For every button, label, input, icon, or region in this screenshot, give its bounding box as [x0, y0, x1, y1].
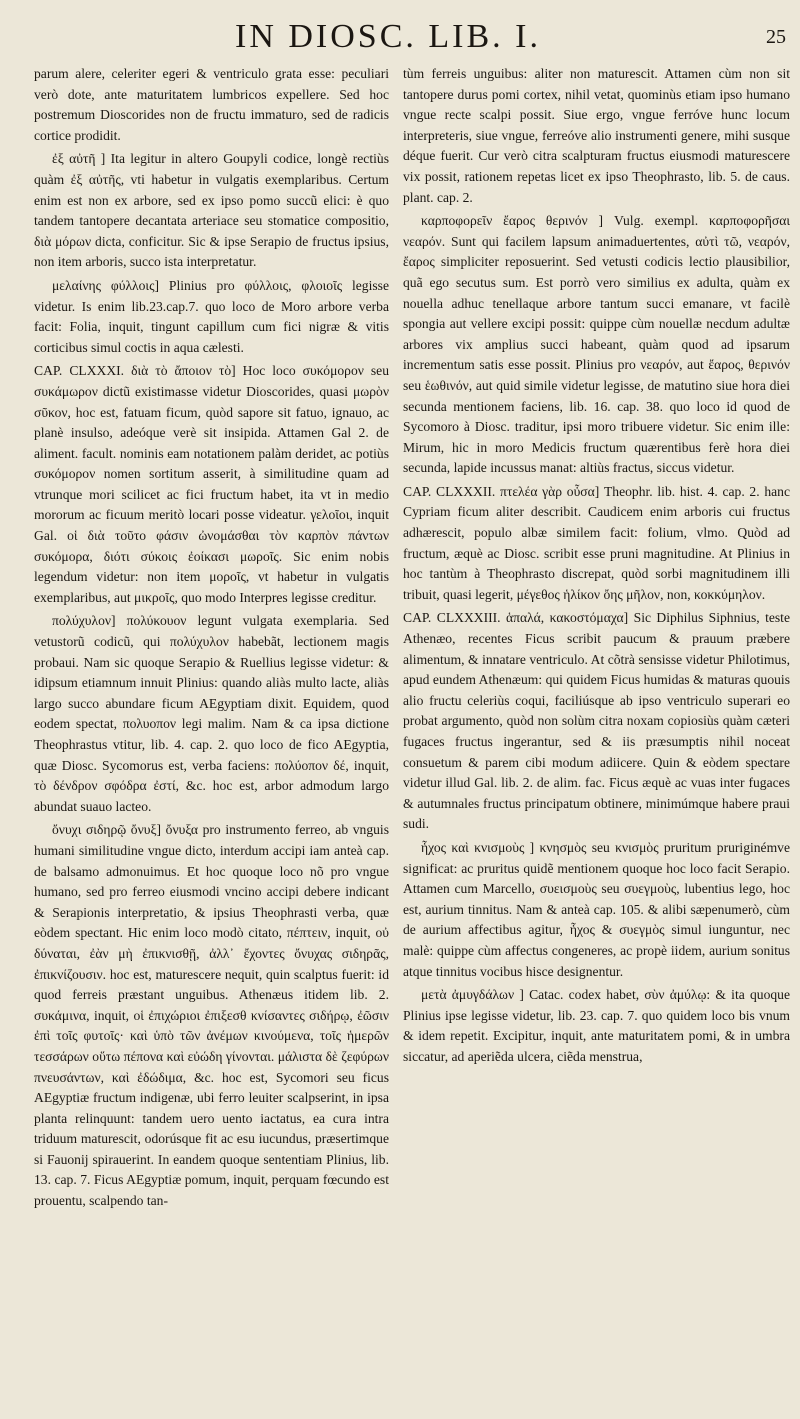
paragraph: μετὰ ἀμυγδάλων ] Catac. codex habet, σὺν ἀμύλῳ: & ita quoque Plinius ipse legisse videtur, lib. 23. cap. 7. quo quidem loco bis vnum & idem repetit. Excipitur, inquit, ante maturitatem pomi, & in umbra siccatur, ad aperiẽda ulcera, ciẽda menstrua, — [403, 987, 790, 1064]
paragraph: parum alere, celeriter egeri & ventriculo grata esse: peculiari verò dote, ante maturitatem lumbricos expellere. Sed hoc postremum Dioscorides non de fructu immaturo, sed de radicis cortice prodidit. — [34, 66, 389, 143]
running-title: IN DIOSC. LIB. I. — [235, 18, 541, 55]
paragraph: ἦχος καὶ κνισμοὺς ] κνησμὸς seu κνισμὸς pruritum pruriginémve significat: ac pruritus quidẽ mentionem quoque hoc loco facit Serapio. Attamen cum Marcello, συεισμοὺς seu συεγμοὺς, lubentius lego, hoc est, aurium tinnitus. Nam & anteà cap. 105. & alibi sæpenumerò, cùm de aurium affectibus agitur, ἦχος & συεγμὸς simul iunguntur, nec malè: quippe cùm affectus congeneres, ac propè iidem, aurium sonitus atque tinnitus vocibus hisce designentur. — [403, 839, 790, 979]
chapter-paragraph: CAP. CLXXXIII. ἁπαλά, κακοστόμαχα] Sic Diphilus Siphnius, teste Athenæo, recentes Ficus scribit paucum & prauum præbere alimentum, & innatare ventriculo. At cõtrà sensisse videtur Philotimus, apud eundem Athenæum: qui quidem Ficus humidas & maturas quouis alio fructu celeriùs coqui, faciliúsque ab ipso ventriculo superari eo probat argumento, quòd non solùm citra noxam copiosiùs quàm cæteri fugaces fructus ingerantur, sed & iis præsumptis nihil noceat consuetum & parem cibi modum adiicere. Quin & eòdem spectare videtur illud Gal. lib. 2. de alim. fac. Ficus æquè ac vuas inter fugaces & autumnales fructus principatum obtinere, minimúmque habere praui sudi. — [403, 610, 790, 832]
paragraph: ὄνυχι σιδηρῷ ὄνυξ] ὄνυξα pro instrumento ferreo, ab vnguis humani similitudine vngue dicto, interdum accipi iam anteà cap. de balsamo admonuimus. Et hoc quoque loco nõ pro vngue humano, sed pro ferreo eiusmodi vncino accipi debere indicant & Serapionis interpretatio, & ipsius Theophrasti verba, quæ eòdem spectant. Hic enim loco modò citato, πέπτειν, inquit, οὐ δύναται, ἐὰν μὴ ἐπικνισθῇ, ἀλλ᾽ ἔχοντες ὄνυχας σιδηρᾶς, ἐπικνίζουσιν. hoc est, maturescere nequit, quin scalptus fuerit: id quod ferreis præstant unguibus. Athenæus itidem lib. 2. συκάμινα, inquit, οἱ ἐπιχώριοι ἐπιξεσθ κνίσαντες σιδήρῳ, ἐῶσιν ἐπὶ τοῖς φυτοῖς· καὶ ὑπὸ τῶν ἀνέμων κινούμενα, τοῖς ἡμερῶν τεσσάρων οὕτω πέπονα καὶ εὐώδη γίνονται. μάλιστα δὲ ζεφύρων πνευσάντων, καὶ ἐδώδιμα, &c. hoc est, Sycomori seu ficus AEgyptiæ fructum indigenæ, ubi ferro leuiter scalpserint, in ipsa planta relinquunt: tandem uero uento iactatus, ea cura intra triduum maturescit, odorúsque fit ac esu iucundus, præsertimque si Fauonij spirauerint. In eandem quoque sententiam Plinius, lib. 13. cap. 7. Ficus AEgyptiæ pomum, inquit, perquam fœcundo est prouentu, scalpendo tan- — [34, 822, 389, 1209]
paragraph: καρποφορεῖν ἔαρος θερινόν ] Vulg. exempl. καρποφορῆσαι νεαρόν. Sunt qui facilem lapsum animaduertentes, αὐτὶ τῶ, νεαρόν, ἔαρος simpliciter reposuerint. Sed vetusti codicis lectio plausibilior, quã ego secutus sum. Est porrò vero similius ex adulta, quàm ex nouella adhuc tenellaque arbore tantum succi emanare, vt facilè spongia aut vellere excipi possit: quippe cùm nouellæ necdum adultæ arbores vix amplius succi habeant, quàm quod ad ipsarum incrementum satis esse possit. Plinius pro νεαρόν, aut ἔαρος, θερινόν seu ἑωθινόν, aut quid simile videtur legisse, de matutino siue hora diei secunda mentionem faciens, lib. 16. cap. 38. quo loco id quod de Sycomoro à Diosc. traditur, ipsi moro tribuere videtur. Sic enim ille: Mirum, hic in moro Medicis fructum quærentibus ferè hora diei secunda, lapide incussus manat: altiùs fractus, siccus videtur. — [403, 213, 790, 476]
paragraph: tùm ferreis unguibus: aliter non maturescit. Attamen cùm non sit tantopere durus pomi cortex, nihil vetat, quominùs etiam ipso humano vngue recte scalpi possit. Siue ergo, vngue ferróve hunc locum interpreteris, siue vngue, ferreóve alio instrumenti genere, mihi susque déque fuerit. Cur verò citra scalpturam fructus eiusmodi maturescere vix possit, rationem repetas licet ex ipso Theophrasto, lib. 5. de caus. plant. cap. 2. — [403, 66, 790, 205]
paragraph: ἐξ αὐτῆ ] Ita legitur in altero Goupyli codice, longè rectiùs quàm ἐξ αὐτῆς, vti habetur in vulgatis exemplaribus. Certum enim est non ex arbore, sed ex ipso pomo succũ elici: è quo tandem tantopere decantata arteriace seu stomatice compositio, διὰ μόρων dicta, conficitur. Sic & ipse Serapio de fructus ipsius, non item arboris, succo ista interpretatur. — [34, 151, 389, 270]
running-head — [0, 18, 800, 58]
paragraph: πολύχυλον] πολύκουον legunt vulgata exemplaria. Sed vetustorũ codicũ, qui πολύχυλον habebãt, lectionem magis probaui. Nam sic quoque Serapio & Ruellius legisse videtur: & idipsum etiamnum innuit Plinius: quando aliàs multo lacte, aliàs largo succo abundare ficum AEgyptiam dixit. Equidem, quod eodem spectat, πολυοπον legi malim. Nam & ca ipsa dictione Theophrastus vtitur, lib. 4. cap. 2. quo loco de fico AEgyptia, quæ Diosc. Sycomorus est, verba faciens: πολύοπον δέ, inquit, τὸ δένδρον σφόδρα ἐστί, &c. hoc est, arbor admodum largo abundat suauo lacteo. — [34, 613, 389, 814]
page-number: 25 — [766, 26, 786, 48]
chapter-paragraph: CAP. CLXXXI. διὰ τὸ ἄποιον τὸ] Hoc loco συκόμορον seu συκάμωρον dictũ existimasse videtur Dioscorides, quasi μωρὸν σῦκον, hoc est, fatuam ficum, quòd sapore sit fatuo, ignauo, ac planè insulso, adeóque verè sit insipida. Attamen Gal 2. de aliment. facult. nominis eam notationem palàm deridet, ac potiùs συκόμορον nomen sortitum asserit, à similitudine quam ad vtrunque mori scilicet ac fici fructum habet, ita vt in medio mororum ac ficuum meritò locari posse videatur. γελοῖοι, inquit Gal. οἱ διὰ τοῦτο φάσιν ὠνομάσθαι τὸν καρπὸν πάντων συκόμορα, διότι σύκοις ἐοίκασι μωροῖς. Sic enim nobis legendum videtur: non item μοροῖς, vt habetur in vulgatis exemplaribus, aut μικροῖς, quo modo Interpres legisse creditur. — [34, 363, 389, 605]
left-column — [34, 64, 389, 1215]
right-column — [403, 64, 790, 1071]
chapter-paragraph: CAP. CLXXXII. πτελέα γὰρ οὖσα] Theophr. lib. hist. 4. cap. 2. hanc Cypriam ficum aliter describit. Caudicem enim arboris cui fructus adhærescit, populo albæ similem facit: folium, vlmo. Quòd ad fructum, æquè ac Diosc. scribit esse pruni magnitudine. At Plinius in hoc tantùm à Theophrasto discrepat, quòd sorbi magnitudinem illi tribuit, quasi legerit, μέγεθος ἡλίκον ὄης μῆλον, non, κοκκύμηλον. — [403, 483, 790, 602]
paragraph: μελαίνης φύλλοις] Plinius pro φύλλοις, φλοιοῖς legisse videtur. Is enim lib.23.cap.7. quo loco de Moro arbore verba facit: Folia, inquit, tingunt capillum cum fici nigræ & vitis corticibus simul coctis in aqua cælesti. — [34, 277, 389, 355]
